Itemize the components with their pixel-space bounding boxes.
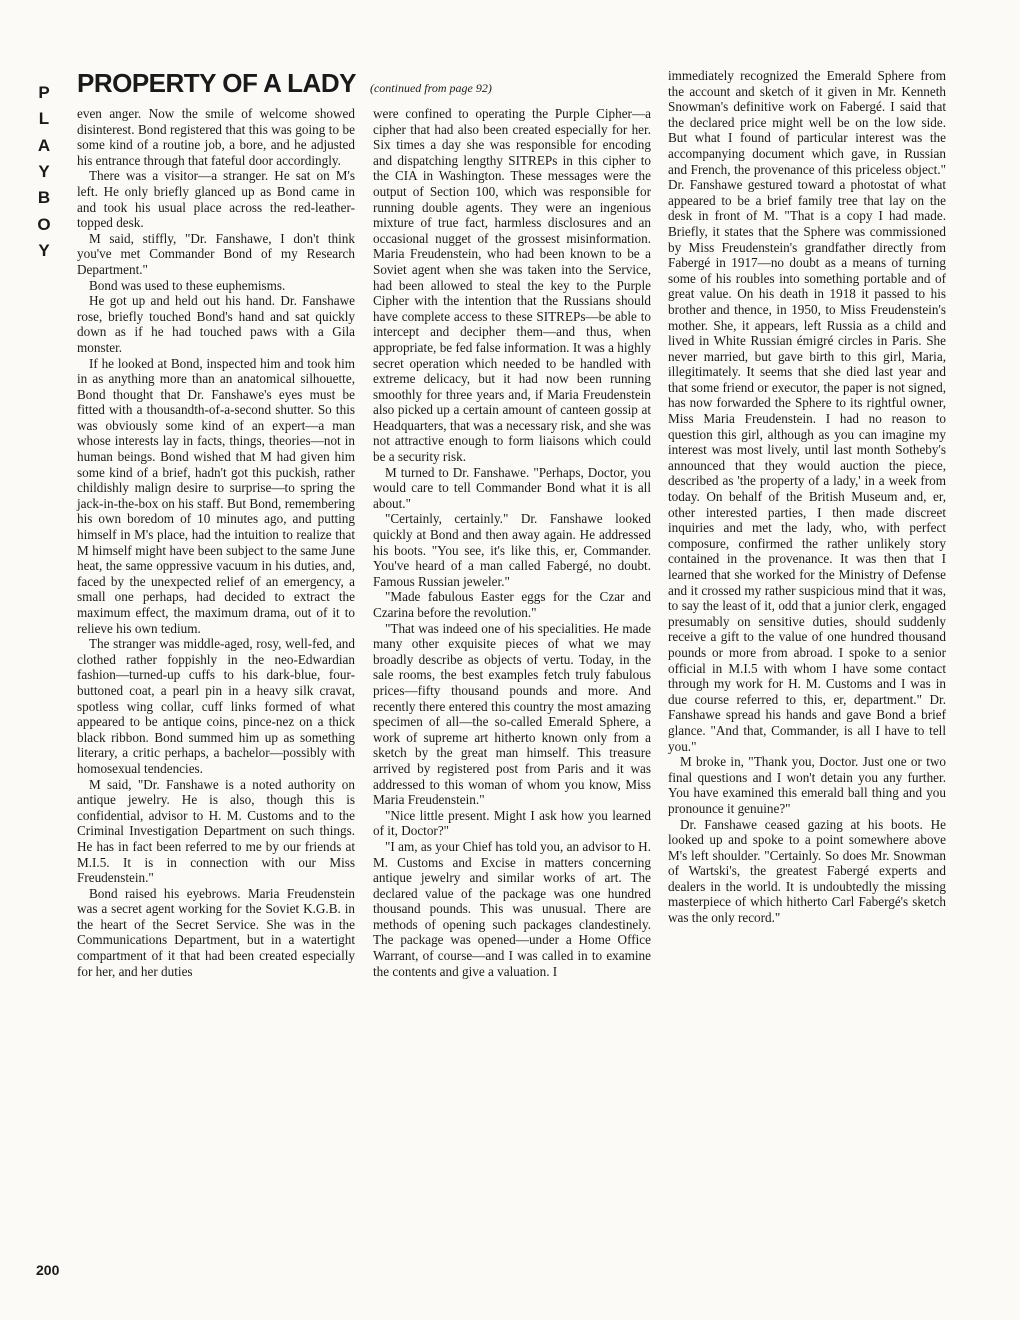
paragraph: "Certainly, certainly." Dr. Fanshawe looked quickly at Bond and then away again. He addressed his boots. "You see, it's like this, er, Commander. You've heard of a man called Fabergé, no doubt. Famous Russian jeweler." bbox=[373, 511, 651, 589]
article-title: PROPERTY OF A LADY bbox=[77, 68, 356, 98]
paragraph: M said, "Dr. Fanshawe is a noted authority on antique jewelry. He is also, though this is confidential, advisor to H. M. Customs and to the Criminal Investigation Department on such things. He has in fact been referred to me by our friends at M.I.5. It is in connection with our Miss Freudenstein." bbox=[77, 776, 355, 886]
continuation-note: (continued from page 92) bbox=[369, 81, 492, 95]
magazine-letter: Y bbox=[38, 162, 52, 182]
magazine-letter: L bbox=[38, 109, 52, 129]
magazine-letter: O bbox=[37, 214, 53, 234]
paragraph: M said, stiffly, "Dr. Fanshawe, I don't think you've met Commander Bond of my Research Department." bbox=[77, 230, 355, 277]
magazine-letter: A bbox=[37, 135, 53, 155]
paragraph: "I am, as your Chief has told you, an advisor to H. M. Customs and Excise in matters concerning antique jewelry and similar works of art. The declared value of the package was one hundred thousand pounds. This was unusual. There are methods of opening such packages clandestinely. The package was opened—under a Home Office Warrant, of course—and I was called in to examine the contents and give a valuation. I bbox=[373, 838, 651, 979]
paragraph: Bond was used to these euphemisms. bbox=[89, 277, 286, 293]
paragraph: Dr. Fanshawe ceased gazing at his boots. He looked up and spoke to a point somewhere above M's left shoulder. "Certainly. So does Mr. Snowman of Wartski's, the greatest Fabergé experts and dealers in the world. It is undoubtedly the missing masterpiece of which hitherto Carl Fabergé's sketch was the only record." bbox=[668, 816, 946, 926]
paragraph: even anger. Now the smile of welcome showed disinterest. Bond registered that this was going to be some kind of a routine job, a bore, and he adjusted his entrance through that fateful door accordingly. bbox=[77, 106, 355, 168]
paragraph: He got up and held out his hand. Dr. Fanshawe rose, briefly touched Bond's hand and sat quickly down as if he had touched paws with a Gila monster. bbox=[77, 293, 355, 355]
magazine-letter: Y bbox=[38, 241, 52, 261]
article-header bbox=[77, 68, 637, 99]
paragraph: There was a visitor—a stranger. He sat on M's left. He only briefly glanced up as Bond came in and took his usual place across the red-leather-topped desk. bbox=[77, 168, 355, 231]
paragraph: Bond raised his eyebrows. Maria Freudenstein was a secret agent working for the Soviet K.G.B. in the heart of the Secret Service. She was in the Communications Department, but in a watertight compartment of it that had been created especially for her, and her duties bbox=[77, 885, 355, 979]
paragraph: M broke in, "Thank you, Doctor. Just one or two final questions and I won't detain you any further. You have examined this emerald ball thing and you pronounce it genuine?" bbox=[668, 754, 946, 816]
paragraph: were confined to operating the Purple Cipher—a cipher that had also been created especially for her. Six times a day she was responsible for encoding and dispatching lengthy SITREPs in this cipher to the CIA in Washington. These messages were the output of Section 100, which was responsible for running double agents. They were an ingenious mixture of true fact, harmless disclosures and an occasional nugget of the grossest misinformation. Maria Freudenstein, who had been known to be a Soviet agent when she was taken into the Service, had been allowed to steal the key to the Purple Cipher with the intention that the Russians should have complete access to these SITREPs—be able to intercept and decipher them—and thus, when appropriate, be fed false information. It was a highly secret operation which needed to be handled with extreme delicacy, but it had now been running smoothly for three years and, if Maria Freudenstein also picked up a certain amount of canteen gossip at Headquarters, that was a necessary risk, and she was not attractive enough to form liaisons which could be a security risk. bbox=[373, 106, 651, 465]
paragraph: "Made fabulous Easter eggs for the Czar and Czarina before the revolution." bbox=[373, 589, 651, 620]
magazine-letter: P bbox=[38, 83, 52, 102]
paragraph: The stranger was middle-aged, rosy, well-fed, and clothed rather foppishly in the neo-Edwardian fashion—turned-up cuffs to his dark-blue, four-buttoned coat, a pearl pin in a heavy silk cravat, spotless wing collar, cuff links formed of what appeared to be antique coins, pince-nez on a thick black ribbon. Bond summed him up as something literary, a critic perhaps, a bachelor—possibly with homosexual tendencies. bbox=[77, 636, 355, 776]
magazine-vertical-logo bbox=[30, 80, 60, 264]
paragraph: immediately recognized the Emerald Sphere from the account and sketch of it given in Mr. Kenneth Snowman's definitive work on Fabergé. I said that the declared price might well be on the low side. But what I found of particular interest was the accompanying document which gave, in Russian and French, the provenance of this priceless object." Dr. Fanshawe gestured toward a photostat of what appeared to be a brief family tree that lay on the desk in front of M. "That is a copy I had made. Briefly, it states that the Sphere was commissioned by Miss Freudenstein's grandfather directly from Fabergé in 1917—no doubt as a means of turning some of his roubles into something portable and of great value. On his death in 1918 it passed to his brother and thence, in 1950, to Miss Freudenstein's mother. She, it appears, left Russia as a child and lived in White Russian émigré circles in Paris. She never married, but gave birth to this girl, Maria, illegitimately. It seems that she died last year and that some friend or executor, the paper is not signed, has now forwarded the Sphere to its rightful owner, Miss Maria Freudenstein. I had no reason to question this girl, although as you can imagine my interest was most lively, until last month Sotheby's announced that they would auction the piece, described as 'the property of a lady,' in a week from today. On behalf of the British Museum and, er, other interested parties, I then made discreet inquiries and met the lady, who, with perfect composure, confirmed the rather unlikely story contained in the provenance. It was then that I learned that she worked for the Ministry of Defense and it crossed my rather suspicious mind that it was, to say the least of it, odd that a junior clerk, engaged presumably on sensitive duties, should suddenly receive a gift to the value of one hundred thousand pounds or more from abroad. I spoke to a senior official in M.I.5 with whom I have some contact through my work for H. M. Customs and I was in due course referred to this, er, department." Dr. Fanshawe spread his hands and gave Bond a brief glance. "And that, Commander, is all I have to tell you." bbox=[668, 68, 946, 754]
text-column-2 bbox=[373, 106, 651, 1281]
text-column-1 bbox=[77, 106, 355, 1281]
paragraph: "That was indeed one of his specialities. He made many other exquisite pieces of what we may broadly describe as objects of vertu. Today, in the sale rooms, the best examples fetch truly fabulous prices—fifty thousand pounds and more. And recently there entered this country the most amazing specimen of all—the so-called Emerald Sphere, a work of supreme art hitherto known only from a sketch by the great man himself. This treasure arrived by registered post from Paris and it was addressed to this woman of whom you know, Miss Maria Freudenstein." bbox=[373, 620, 651, 808]
paragraph: M turned to Dr. Fanshawe. "Perhaps, Doctor, you would care to tell Commander Bond what it is all about." bbox=[373, 464, 651, 511]
paragraph: "Nice little present. Might I ask how you learned of it, Doctor?" bbox=[373, 807, 651, 839]
paragraph: If he looked at Bond, inspected him and took him in as anything more than an anatomical silhouette, Bond thought that Dr. Fanshawe's eyes must be fitted with a thousandth-of-a-second shutter. So this was obviously some kind of an expert—a man whose interests lay in facts, things, theories—not in human beings. Bond wished that M had given him some kind of a brief, hadn't got this puckish, rather childishly malign desire to surprise—to spring the jack-in-the-box on his staff. But Bond, remembering his own boredom of 10 minutes ago, and putting himself in M's place, had the intuition to realize that M himself might have been subject to the same June heat, the same oppressive vacuum in his duties, and, faced by the unexpected relief of an emergency, a small one perhaps, had decided to extract the maximum effect, the maximum drama, out of it to relieve his own tedium. bbox=[77, 355, 355, 636]
magazine-letter: B bbox=[37, 188, 53, 208]
text-column-3 bbox=[668, 68, 946, 1281]
page-number: 200 bbox=[36, 1262, 60, 1278]
